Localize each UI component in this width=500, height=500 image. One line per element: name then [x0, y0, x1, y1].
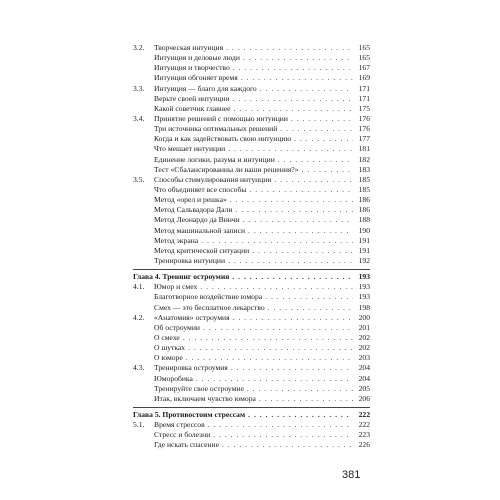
toc-dot-leader — [233, 94, 353, 104]
toc-dot-leader — [188, 343, 353, 353]
toc-entry-page: 177 — [358, 134, 370, 144]
toc-dot-leader — [231, 363, 353, 373]
toc-entry-page: 165 — [358, 43, 370, 52]
toc-entry-title: Юморобика — [154, 373, 193, 383]
toc-entry-page: 176 — [358, 113, 370, 123]
toc-entry-title: Где искать спасение — [154, 440, 219, 450]
toc-entry-title: Какой советчик главнее — [154, 103, 231, 113]
toc-entry-title: Глава 5. Противостоим стрессам — [133, 409, 246, 419]
toc-entry-title: Юмор и смех — [154, 282, 198, 292]
page-number: 381 — [342, 469, 361, 481]
toc-subsection-entry[interactable] — [133, 303, 370, 313]
toc-chapter-entry[interactable] — [133, 410, 370, 420]
toc-entry-title: Способы стимулирования интуиции — [154, 174, 272, 184]
toc-dot-leader — [226, 43, 353, 53]
toc-dot-leader — [248, 226, 353, 236]
toc-entry-title: Тренировка остроумия — [154, 363, 228, 373]
toc-subsection-entry[interactable] — [133, 323, 370, 333]
toc-entry-title: Метод экрана — [154, 235, 199, 245]
toc-entry-title: Когда и как задействовать свою интуицию — [154, 134, 292, 144]
toc-dot-leader — [196, 374, 353, 384]
toc-subsection-entry[interactable] — [133, 256, 370, 266]
toc-dot-leader — [302, 165, 353, 175]
toc-entry-page: 188 — [358, 215, 370, 225]
toc-entry-page: 200 — [358, 312, 370, 322]
toc-subsection-entry[interactable] — [133, 440, 370, 450]
toc-dot-leader — [203, 323, 353, 333]
toc-entry-page: 226 — [358, 440, 370, 450]
toc-entry-title: Метод Леонардо да Винчи — [154, 215, 240, 225]
toc-entry-page: 202 — [358, 343, 370, 353]
toc-entry-page: 191 — [358, 235, 370, 245]
toc-dot-leader — [248, 410, 353, 420]
toc-section-entry[interactable] — [133, 282, 370, 292]
toc-subsection-entry[interactable] — [133, 185, 370, 195]
toc-dot-leader — [183, 333, 353, 343]
toc-subsection-entry[interactable] — [133, 292, 370, 302]
toc-entry-page: 175 — [358, 103, 370, 113]
toc-entry-number: 4.2. — [133, 312, 145, 322]
toc-dot-leader — [230, 195, 353, 205]
toc-dot-leader — [233, 63, 353, 73]
toc-entry-title: Об остроумии — [154, 322, 200, 332]
toc-dot-leader — [208, 420, 353, 430]
toc-entry-title: О юморе — [154, 353, 183, 363]
toc-entry-title: Интуиция и деловые люди — [154, 53, 240, 63]
toc-entry-title: Метод «орел и решка» — [154, 195, 227, 205]
toc-subsection-entry[interactable] — [133, 333, 370, 343]
toc-entry-title: Метод машинальной записи — [154, 225, 246, 235]
toc-entry-title: Тренировка интуиции — [154, 255, 226, 265]
toc-entry-page: 167 — [358, 63, 370, 73]
toc-entry-page: 191 — [358, 245, 370, 255]
toc-subsection-entry[interactable] — [133, 165, 370, 175]
toc-entry-page: 198 — [358, 302, 370, 312]
chapter-divider — [133, 269, 370, 270]
toc-section-entry[interactable] — [133, 175, 370, 185]
toc-section-entry[interactable] — [133, 84, 370, 94]
toc-dot-leader — [201, 236, 353, 246]
toc-dot-leader — [232, 272, 353, 282]
toc-entry-page: 204 — [358, 373, 370, 383]
toc-section-entry[interactable] — [133, 363, 370, 373]
toc-entry-page: 165 — [358, 53, 370, 63]
toc-dot-leader — [252, 246, 353, 256]
toc-entry-number: 3.3. — [133, 83, 145, 93]
toc-entry-page: 185 — [358, 174, 370, 184]
toc-subsection-entry[interactable] — [133, 134, 370, 144]
toc-entry-page: 193 — [358, 292, 370, 302]
toc-subsection-entry[interactable] — [133, 195, 370, 205]
toc-dot-leader — [247, 384, 353, 394]
toc-dot-leader — [291, 114, 353, 124]
toc-entry-title: Интуиция и творчество — [154, 63, 230, 73]
toc-section-entry[interactable] — [133, 43, 370, 53]
toc-entry-page: 186 — [358, 205, 370, 215]
toc-entry-title: Интуиция обгоняет время — [154, 73, 238, 83]
toc-entry-page: 201 — [358, 322, 370, 332]
toc-subsection-entry[interactable] — [133, 236, 370, 246]
toc-dot-leader — [200, 282, 353, 292]
toc-entry-page: 182 — [358, 154, 370, 164]
toc-section-entry[interactable] — [133, 420, 370, 430]
toc-dot-leader — [186, 353, 353, 363]
toc-entry-title: Метод критической ситуации — [154, 245, 250, 255]
toc-entry-page: 181 — [358, 144, 370, 154]
toc-entry-page: 192 — [358, 255, 370, 265]
toc-entry-page: 223 — [358, 430, 370, 440]
toc-entry-page: 222 — [358, 409, 370, 419]
toc-dot-leader — [243, 53, 353, 63]
toc-dot-leader — [265, 292, 353, 302]
table-of-contents — [133, 43, 370, 450]
toc-dot-leader — [241, 73, 353, 83]
toc-dot-leader — [228, 256, 353, 266]
toc-entry-title: Верьте своей интуиции — [154, 93, 230, 103]
toc-entry-title: Единение логики, разума и интуиции — [154, 154, 275, 164]
toc-subsection-entry[interactable] — [133, 94, 370, 104]
toc-subsection-entry[interactable] — [133, 353, 370, 363]
toc-dot-leader — [213, 430, 353, 440]
toc-entry-title: Метод Сальвадора Дали — [154, 205, 233, 215]
toc-subsection-entry[interactable] — [133, 226, 370, 236]
toc-entry-number: 3.5. — [133, 174, 145, 184]
toc-subsection-entry[interactable] — [133, 246, 370, 256]
toc-entry-page: 183 — [358, 164, 370, 174]
toc-subsection-entry[interactable] — [133, 430, 370, 440]
toc-entry-title: О смехе — [154, 332, 180, 342]
toc-dot-leader — [228, 144, 353, 154]
toc-chapter-entry[interactable] — [133, 272, 370, 282]
toc-subsection-entry[interactable] — [133, 73, 370, 83]
toc-subsection-entry[interactable] — [133, 63, 370, 73]
toc-dot-leader — [260, 84, 353, 94]
toc-entry-page: 176 — [358, 124, 370, 134]
toc-entry-title: «Анатомия» остроумия — [154, 312, 230, 322]
toc-entry-title: Интуиция — благо для каждого — [154, 83, 257, 93]
toc-subsection-entry[interactable] — [133, 144, 370, 154]
toc-dot-leader — [233, 313, 353, 323]
toc-entry-title: Стресс и болезни — [154, 430, 211, 440]
toc-entry-title: Три источника оптимальных решений — [154, 124, 278, 134]
toc-subsection-entry[interactable] — [133, 215, 370, 225]
toc-subsection-entry[interactable] — [133, 104, 370, 114]
toc-entry-page: 190 — [358, 225, 370, 235]
toc-subsection-entry[interactable] — [133, 205, 370, 215]
toc-entry-page: 204 — [358, 363, 370, 373]
toc-dot-leader — [243, 215, 353, 225]
toc-entry-page: 202 — [358, 332, 370, 342]
toc-entry-page: 169 — [358, 73, 370, 83]
toc-subsection-entry[interactable] — [133, 124, 370, 134]
toc-entry-title: Глава 4. Тренинг остроумия — [133, 272, 230, 282]
toc-entry-title: Благотворное воздействие юмора — [154, 292, 263, 302]
toc-entry-title: Смех — это бесплатное лекарство — [154, 302, 265, 312]
toc-entry-number: 3.2. — [133, 43, 145, 52]
toc-subsection-entry[interactable] — [133, 53, 370, 63]
toc-dot-leader — [222, 440, 353, 450]
toc-dot-leader — [294, 134, 353, 144]
toc-entry-number: 4.3. — [133, 363, 145, 373]
toc-dot-leader — [274, 175, 353, 185]
toc-entry-page: 206 — [358, 393, 370, 403]
toc-section-entry[interactable] — [133, 114, 370, 124]
toc-entry-page: 193 — [358, 272, 370, 282]
toc-entry-page: 193 — [358, 282, 370, 292]
toc-entry-title: О шутках — [154, 343, 186, 353]
toc-entry-number: 4.1. — [133, 282, 145, 292]
toc-dot-leader — [249, 185, 353, 195]
toc-entry-page: 171 — [358, 93, 370, 103]
toc-entry-page: 205 — [358, 383, 370, 393]
toc-entry-title: Итак, включаем чувство юмора — [154, 393, 256, 403]
toc-subsection-entry[interactable] — [133, 155, 370, 165]
toc-dot-leader — [259, 394, 353, 404]
toc-dot-leader — [235, 205, 353, 215]
toc-entry-title: Творческая интуиция — [154, 43, 224, 52]
toc-dot-leader — [278, 155, 353, 165]
toc-entry-title: Тест «Сбалансированны ли ваши решения?» — [154, 164, 299, 174]
toc-entry-title: Тренируйте свое остроумие — [154, 383, 244, 393]
toc-section-entry[interactable] — [133, 313, 370, 323]
toc-entry-title: Принятие решений с помощью интуиции — [154, 113, 288, 123]
toc-entry-title: Что мешает интуиции — [154, 144, 226, 154]
toc-subsection-entry[interactable] — [133, 374, 370, 384]
toc-entry-page: 203 — [358, 353, 370, 363]
toc-dot-leader — [234, 104, 353, 114]
toc-entry-number: 3.4. — [133, 113, 145, 123]
toc-entry-page: 185 — [358, 184, 370, 194]
toc-entry-page: 171 — [358, 83, 370, 93]
toc-entry-page: 186 — [358, 195, 370, 205]
chapter-divider — [133, 407, 370, 408]
toc-dot-leader — [268, 303, 353, 313]
toc-entry-page: 222 — [358, 420, 370, 430]
toc-dot-leader — [280, 124, 353, 134]
toc-subsection-entry[interactable] — [133, 343, 370, 353]
toc-entry-number: 5.1. — [133, 420, 145, 430]
toc-entry-title: Время стрессов — [154, 420, 205, 430]
toc-entry-title: Что объединяет все способы — [154, 184, 247, 194]
toc-subsection-entry[interactable] — [133, 394, 370, 404]
toc-subsection-entry[interactable] — [133, 384, 370, 394]
